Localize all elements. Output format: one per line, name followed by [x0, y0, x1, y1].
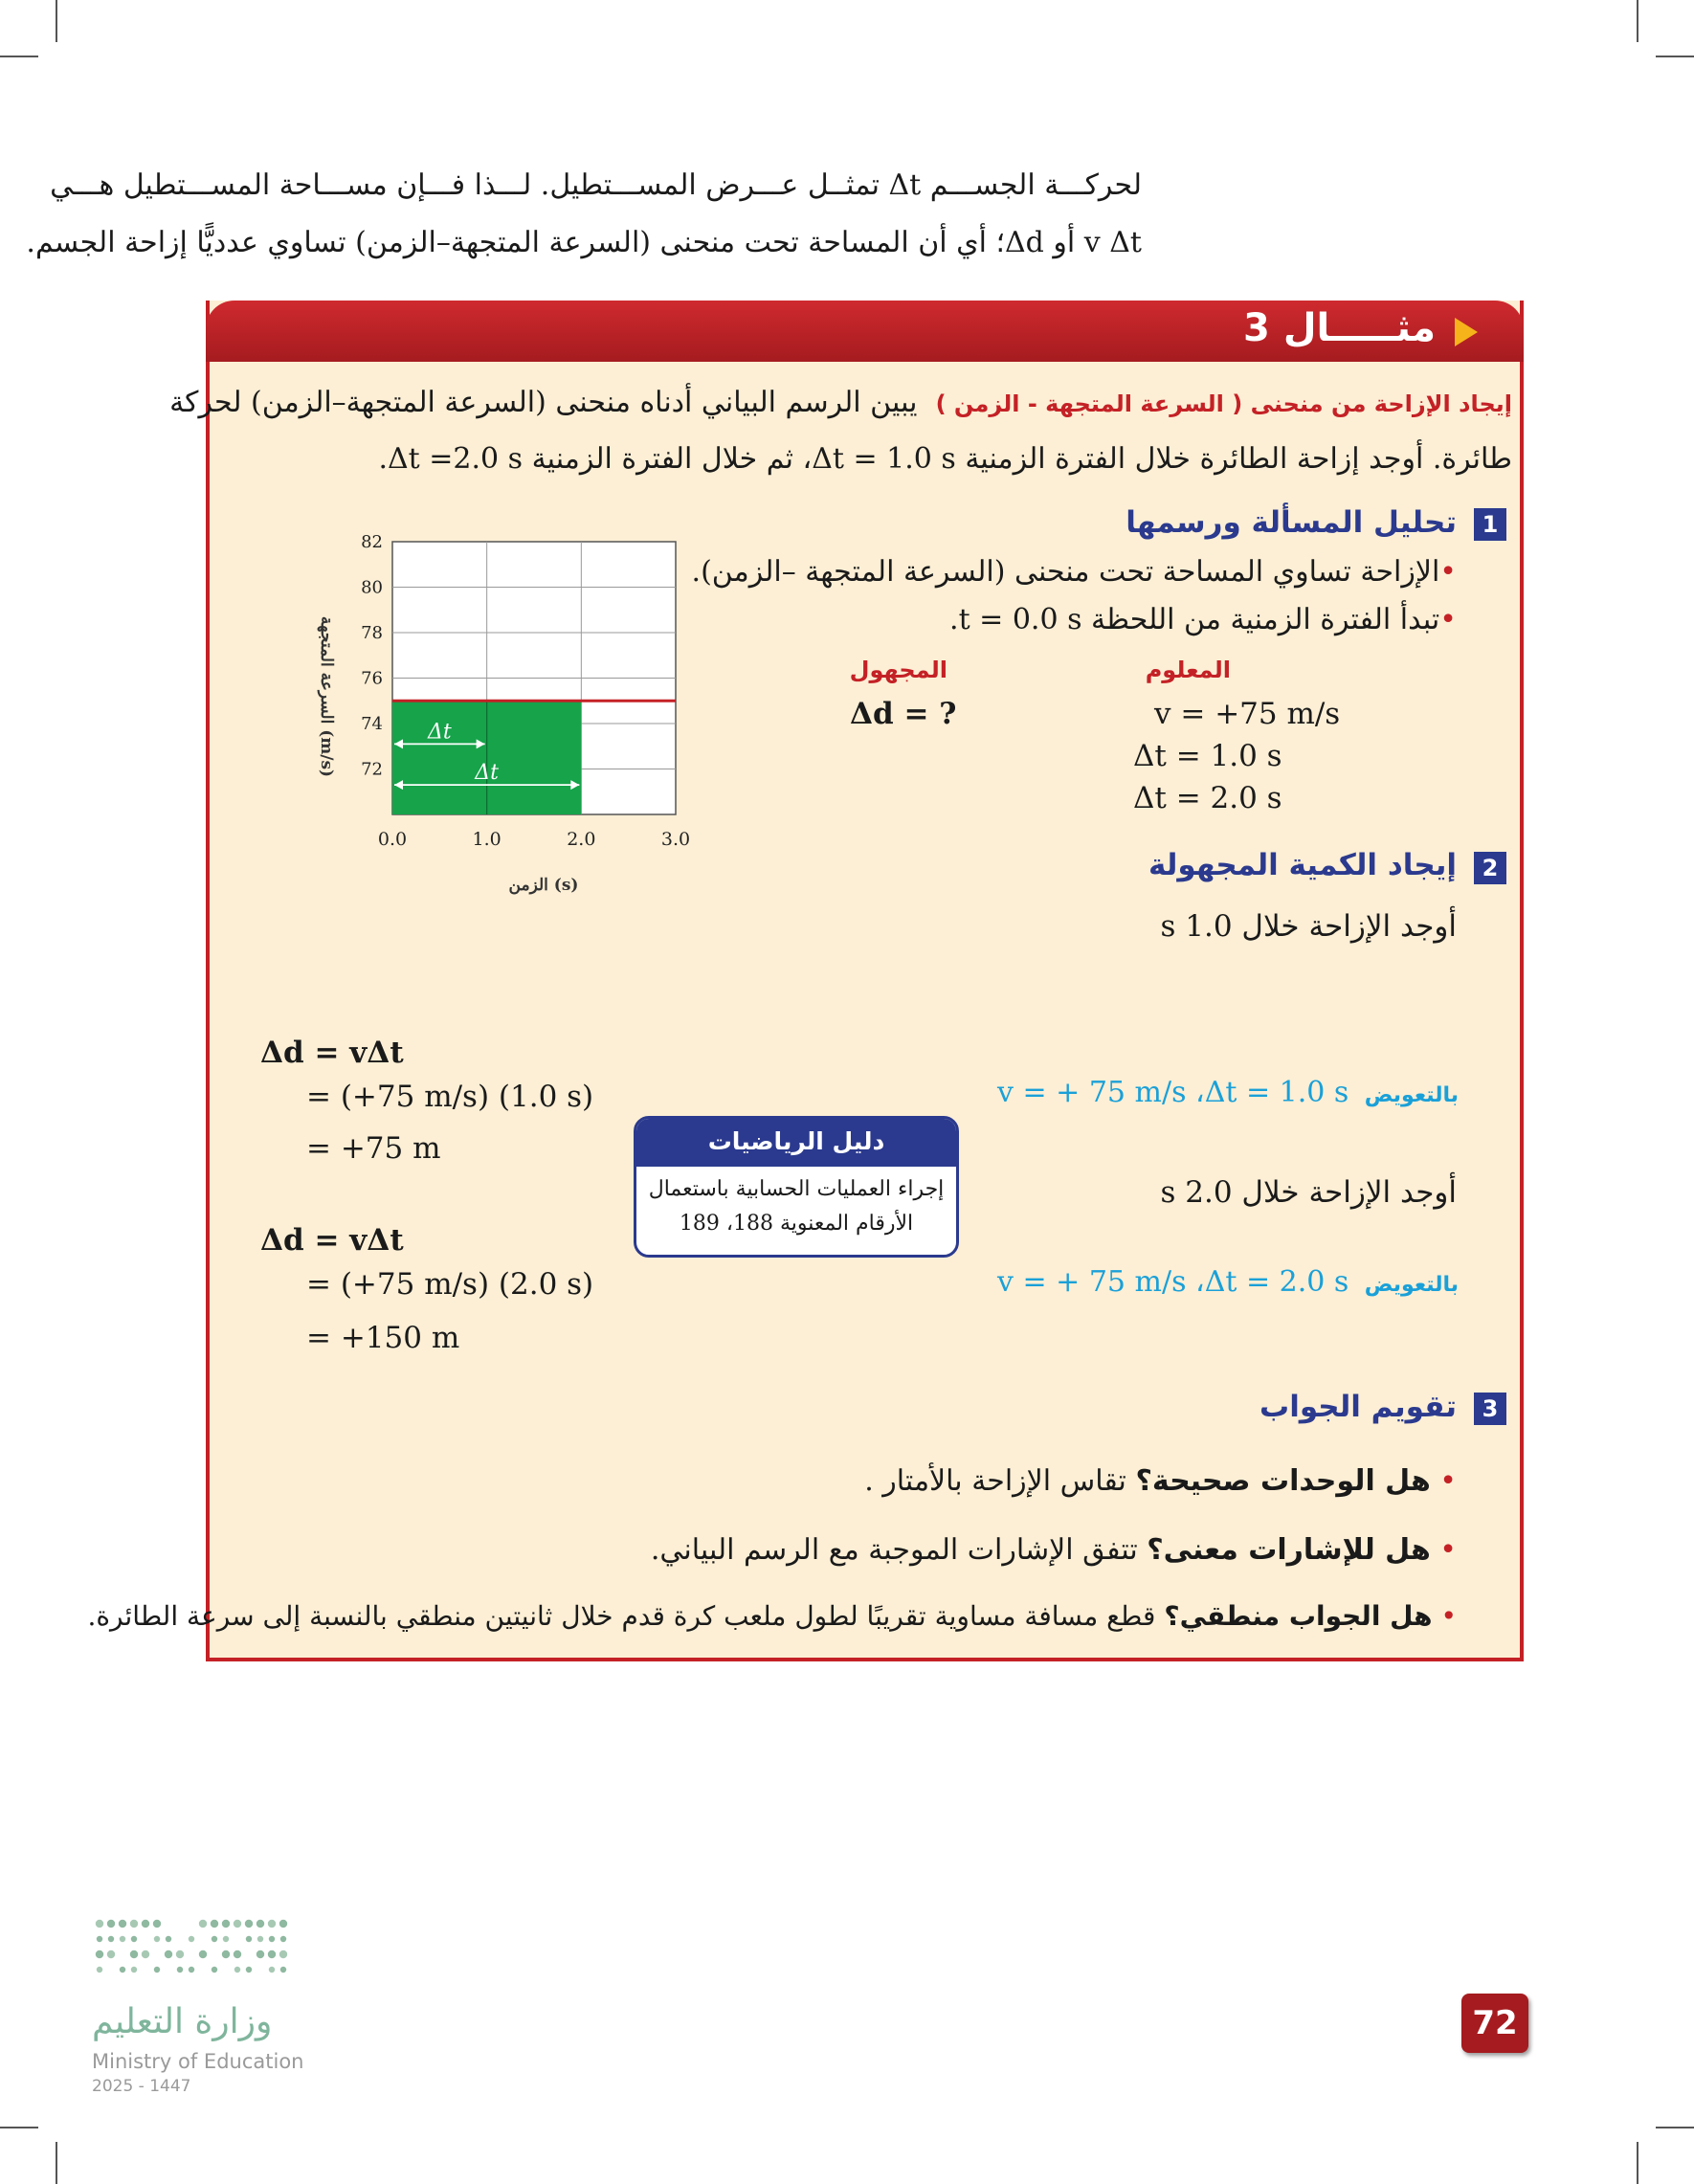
substitution-2: v = + 75 m/s ،Δt = 2.0 s	[997, 1265, 1349, 1299]
logo-dot	[222, 1950, 230, 1958]
problem-statement	[169, 375, 1512, 487]
logo-dot	[212, 1967, 217, 1972]
logo-dot	[97, 1967, 102, 1972]
logo-dot	[279, 1950, 287, 1958]
crop-mark	[1656, 2127, 1694, 2128]
logo-dot	[268, 1920, 276, 1928]
problem-label: إيجاد الإزاحة من منحنى ( السرعة المتجهة - الزمن )	[935, 390, 1512, 417]
logo-dot	[96, 1920, 103, 1928]
logo-dot	[142, 1950, 149, 1958]
example-title: مثـــــال 3	[1243, 306, 1436, 350]
logo-dot	[245, 1920, 253, 1928]
chart-x-tick-label: 1.0	[472, 829, 502, 850]
logo-dot	[131, 1936, 137, 1942]
chart-y-tick-label: 82	[361, 532, 383, 552]
chart-y-tick-label: 72	[361, 759, 383, 780]
logo-dot	[153, 1920, 161, 1928]
logo-dot	[166, 1936, 171, 1942]
logo-dot	[189, 1967, 194, 1972]
check-logic-question: هل الجواب منطقي؟	[1164, 1600, 1433, 1632]
chart-shaded-area	[392, 701, 581, 814]
chart-x-ticks	[378, 829, 690, 850]
logo-dot	[107, 1950, 115, 1958]
crop-mark	[56, 0, 57, 42]
logo-dot	[108, 1936, 114, 1942]
logo-dot	[269, 1936, 275, 1942]
logo-dot	[269, 1967, 275, 1972]
crop-mark	[0, 2127, 38, 2128]
substitution-label-1: بالتعويض	[1364, 1083, 1459, 1107]
intro-line-1: لحركـــة الجســـم Δt تمثــل عـــرض المســـتطيل. لـــذا فـــإن مســـاحة المســـتطيل هـــي	[50, 168, 1142, 202]
step-3-title: تقويم الجواب	[1259, 1390, 1457, 1424]
logo-dot	[154, 1936, 160, 1942]
check-signs-question: هل للإشارات معنى؟	[1147, 1533, 1431, 1567]
logo-dot	[154, 1967, 160, 1972]
logo-dot	[97, 1936, 102, 1942]
substitution-1: v = + 75 m/s ،Δt = 1.0 s	[997, 1076, 1349, 1109]
logo-dot	[234, 1950, 241, 1958]
logo-dot	[256, 1950, 264, 1958]
logo-dot	[130, 1950, 138, 1958]
chart-y-tick-label: 80	[361, 577, 383, 598]
crop-mark	[56, 2142, 57, 2184]
chart-dt-label: Δt	[427, 720, 452, 745]
known-velocity: v = +75 m/s	[1154, 697, 1341, 731]
intro-line-2: v Δt أو Δd؛ أي أن المساحة تحت منحنى (السرعة المتجهة–الزمن) تساوي عدديًّا إزاحة الجسم.	[26, 226, 1142, 259]
find-displacement-1: أوجد الإزاحة خلال 1.0 s	[1160, 909, 1457, 944]
math-guide-line-1: إجراء العمليات الحسابية باستعمال	[648, 1177, 945, 1201]
check-units-answer: تقاس الإزاحة بالأمتار .	[864, 1464, 1126, 1498]
step-1-number: 1	[1474, 508, 1506, 541]
check-units: • هل الوحدات صحيحة؟ تقاس الإزاحة بالأمتار .	[864, 1464, 1457, 1498]
logo-dot	[280, 1967, 286, 1972]
step-1-bullet-2: •تبدأ الفترة الزمنية من اللحظة t = 0.0 s.	[949, 603, 1457, 636]
logo-dot	[280, 1936, 286, 1942]
logo-dot	[199, 1950, 207, 1958]
chart-x-tick-label: 0.0	[377, 829, 408, 850]
unknown-dd: Δd = ?	[850, 697, 957, 731]
logo-dot	[256, 1920, 264, 1928]
ministry-logo-dots-icon	[92, 1914, 302, 1991]
math-guide-title: دليل الرياضيات	[636, 1119, 956, 1167]
chart-y-ticks	[361, 532, 383, 780]
page-number: 72	[1461, 1994, 1528, 2053]
logo-dot	[176, 1950, 184, 1958]
logo-dot	[96, 1950, 103, 1958]
triangle-icon	[1455, 318, 1478, 346]
eq1-line-c: = +75 m	[306, 1131, 441, 1166]
logo-dot	[189, 1936, 194, 1942]
chart-y-tick-label: 76	[361, 668, 383, 689]
check-signs: • هل للإشارات معنى؟ تتفق الإشارات الموجبة مع الرسم البياني.	[650, 1533, 1457, 1567]
chart-y-label: السرعة المتجهة (m/s)	[317, 615, 336, 778]
ministry-name-en: Ministry of Education	[92, 2050, 304, 2073]
eq2-line-c: = +150 m	[306, 1321, 460, 1355]
logo-dot	[177, 1967, 183, 1972]
logo-dot	[119, 1920, 126, 1928]
chart-y-tick-label: 78	[361, 623, 383, 643]
step-2-title: إيجاد الكمية المجهولة	[1148, 848, 1457, 882]
logo-dot	[130, 1920, 138, 1928]
logo-dot	[199, 1920, 207, 1928]
check-units-question: هل الوحدات صحيحة؟	[1135, 1464, 1431, 1498]
step-1-bullet-1-text: الإزاحة تساوي المساحة تحت منحنى (السرعة المتجهة –الزمن).	[691, 555, 1440, 589]
logo-dot	[234, 1967, 240, 1972]
chart-x-tick-label: 2.0	[567, 829, 596, 850]
logo-dot	[131, 1967, 137, 1972]
logo-dot	[107, 1920, 115, 1928]
eq1-line-a: Δd = vΔt	[260, 1036, 404, 1070]
logo-dot	[234, 1920, 241, 1928]
logo-dot	[268, 1950, 276, 1958]
logo-dot	[246, 1936, 252, 1942]
crop-mark	[0, 56, 38, 57]
known-dt-1: Δt = 1.0 s	[1133, 739, 1282, 773]
velocity-time-chart	[297, 524, 708, 907]
chart-y-tick-label: 74	[361, 714, 383, 734]
check-signs-answer: تتفق الإشارات الموجبة مع الرسم البياني.	[650, 1533, 1138, 1567]
known-label: المعلوم	[1145, 657, 1231, 683]
step-1-bullet-2-text: تبدأ الفترة الزمنية من اللحظة t = 0.0 s.	[949, 603, 1440, 636]
logo-dot	[279, 1920, 287, 1928]
known-dt-2: Δt = 2.0 s	[1133, 781, 1282, 815]
chart-x-label: الزمن (s)	[508, 876, 579, 895]
step-1-bullet-1: •الإزاحة تساوي المساحة تحت منحنى (السرعة المتجهة –الزمن).	[691, 555, 1457, 589]
eq2-line-b: = (+75 m/s) (2.0 s)	[306, 1267, 594, 1302]
eq1-line-b: = (+75 m/s) (1.0 s)	[306, 1080, 594, 1114]
crop-mark	[1656, 56, 1694, 57]
math-guide-body	[636, 1167, 956, 1241]
chart-dt-label: Δt	[475, 761, 500, 786]
ministry-year: 2025 - 1447	[92, 2077, 191, 2096]
logo-dot	[142, 1920, 149, 1928]
crop-mark	[1637, 0, 1638, 42]
logo-dot	[212, 1936, 217, 1942]
logo-dot	[211, 1920, 218, 1928]
ministry-name-ar: وزارة التعليم	[92, 2002, 273, 2041]
substitution-label-2: بالتعويض	[1364, 1273, 1459, 1297]
logo-dot	[246, 1967, 252, 1972]
math-guide-line-2: الأرقام المعنوية 188، 189	[679, 1212, 914, 1236]
problem-line-2: طائرة. أوجد إزاحة الطائرة خلال الفترة الزمنية Δt = 1.0 s، ثم خلال الفترة الزمنية Δt =2.0 s.	[378, 442, 1512, 476]
find-displacement-2: أوجد الإزاحة خلال 2.0 s	[1160, 1175, 1457, 1210]
check-logic: • هل الجواب منطقي؟ قطع مسافة مساوية تقريبًا لطول ملعب كرة قدم خلال ثانيتين منطقي بالنسبة إلى سرعة الطائرة.	[87, 1600, 1457, 1632]
chart-x-tick-label: 3.0	[660, 829, 691, 850]
crop-mark	[1637, 2142, 1638, 2184]
example-banner	[206, 301, 1524, 362]
logo-dot	[165, 1950, 172, 1958]
math-guide-box[interactable]	[634, 1116, 959, 1258]
logo-dot	[223, 1936, 229, 1942]
logo-dot	[222, 1920, 230, 1928]
step-2-number: 2	[1474, 852, 1506, 884]
logo-dot	[120, 1967, 125, 1972]
intro-paragraph	[26, 157, 1142, 272]
logo-dot	[120, 1936, 125, 1942]
step-3-number: 3	[1474, 1393, 1506, 1425]
logo-dot	[257, 1936, 263, 1942]
unknown-label: المجهول	[849, 657, 947, 683]
step-1-title: تحليل المسألة ورسمها	[1126, 505, 1457, 540]
eq2-line-a: Δd = vΔt	[260, 1223, 404, 1258]
check-logic-answer: قطع مسافة مساوية تقريبًا لطول ملعب كرة قدم خلال ثانيتين منطقي بالنسبة إلى سرعة الطائرة.	[87, 1600, 1156, 1632]
problem-line-1: يبين الرسم البياني أدناه منحنى (السرعة المتجهة–الزمن) لحركة	[169, 386, 918, 419]
